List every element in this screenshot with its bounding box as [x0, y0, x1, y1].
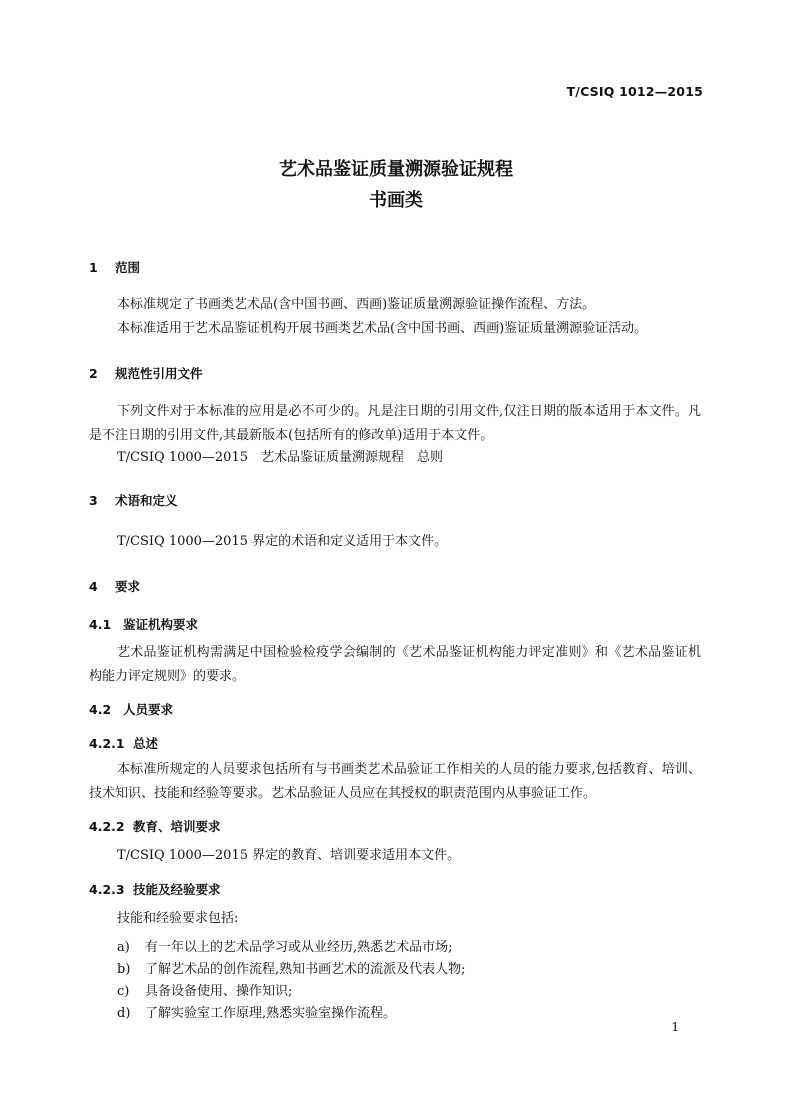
- list-marker: a): [117, 940, 130, 955]
- section-number: 3: [89, 493, 98, 508]
- section-title: 术语和定义: [115, 493, 178, 508]
- section-4-2-3-intro: 技能和经验要求包括:: [117, 911, 239, 926]
- section-number: 1: [89, 260, 98, 275]
- section-title: 要求: [115, 579, 141, 594]
- section-number: 4.2: [89, 702, 112, 717]
- section-4-2-2-paragraph: T/CSIQ 1000—2015 界定的教育、培训要求适用本文件。: [117, 848, 461, 863]
- list-marker: d): [117, 1006, 131, 1021]
- section-4-2-1-paragraph: 本标准所规定的人员要求包括所有与书画类艺术品验证工作相关的人员的能力要求,包括教育、培训、技术知识、技能和经验等要求。艺术品验证人员应在其授权的职责范围内从事验证工作。: [89, 762, 701, 801]
- list-item: [117, 980, 292, 999]
- section-number: 4.1: [89, 617, 112, 632]
- section-4-heading: [89, 577, 140, 595]
- list-item: [117, 936, 453, 955]
- section-2-paragraph-1: 下列文件对于本标准的应用是必不可少的。凡是注日期的引用文件,仅注日期的版本适用于本文件。凡是不注日期的引用文件,其最新版本(包括所有的修改单)适用于本文件。: [89, 404, 701, 443]
- normative-reference: T/CSIQ 1000—2015 艺术品鉴证质量溯源规程 总则: [117, 450, 443, 465]
- section-4-2-1-heading: [89, 734, 158, 752]
- section-1-heading: [89, 258, 140, 276]
- section-title: 人员要求: [123, 702, 174, 717]
- section-number: 4.2.2: [89, 819, 125, 834]
- list-marker: b): [117, 962, 131, 977]
- section-4-1-heading: [89, 615, 198, 633]
- section-3-heading: [89, 491, 178, 509]
- list-item: [117, 958, 466, 977]
- section-2-heading: [89, 364, 203, 382]
- section-title: 规范性引用文件: [115, 366, 203, 381]
- section-4-1-paragraph: 艺术品鉴证机构需满足中国检验检疫学会编制的《艺术品鉴证机构能力评定准则》和《艺术品鉴证机构能力评定规则》的要求。: [89, 645, 701, 684]
- section-title: 总述: [133, 736, 159, 751]
- list-marker: c): [117, 984, 130, 999]
- section-number: 4.2.3: [89, 882, 125, 897]
- section-1-paragraph-1: 本标准规定了书画类艺术品(含中国书画、西画)鉴证质量溯源验证操作流程、方法。: [117, 297, 596, 312]
- standard-code: T/CSIQ 1012—2015: [566, 84, 703, 99]
- section-title: 鉴证机构要求: [123, 617, 199, 632]
- section-number: 4.2.1: [89, 736, 125, 751]
- section-3-paragraph-1: T/CSIQ 1000—2015 界定的术语和定义适用于本文件。: [117, 534, 448, 549]
- list-text: 具备设备使用、操作知识;: [145, 984, 293, 999]
- section-title: 教育、培训要求: [133, 819, 221, 834]
- document-title: 艺术品鉴证质量溯源验证规程: [279, 159, 513, 180]
- section-1-paragraph-2: 本标准适用于艺术品鉴证机构开展书画类艺术品(含中国书画、西画)鉴证质量溯源验证活动。: [117, 321, 648, 336]
- section-number: 4: [89, 579, 98, 594]
- section-4-2-3-heading: [89, 880, 221, 898]
- document-subtitle: 书画类: [369, 190, 423, 211]
- list-text: 有一年以上的艺术品学习或从业经历,熟悉艺术品市场;: [145, 940, 453, 955]
- list-text: 了解艺术品的创作流程,熟知书画艺术的流派及代表人物;: [145, 962, 466, 977]
- section-title: 技能及经验要求: [133, 882, 221, 897]
- section-number: 2: [89, 366, 98, 381]
- page-number: 1: [671, 1020, 679, 1034]
- list-item: [117, 1002, 396, 1021]
- section-4-2-2-heading: [89, 817, 221, 835]
- section-title: 范围: [115, 260, 141, 275]
- section-4-2-heading: [89, 700, 173, 718]
- list-text: 了解实验室工作原理,熟悉实验室操作流程。: [145, 1006, 397, 1021]
